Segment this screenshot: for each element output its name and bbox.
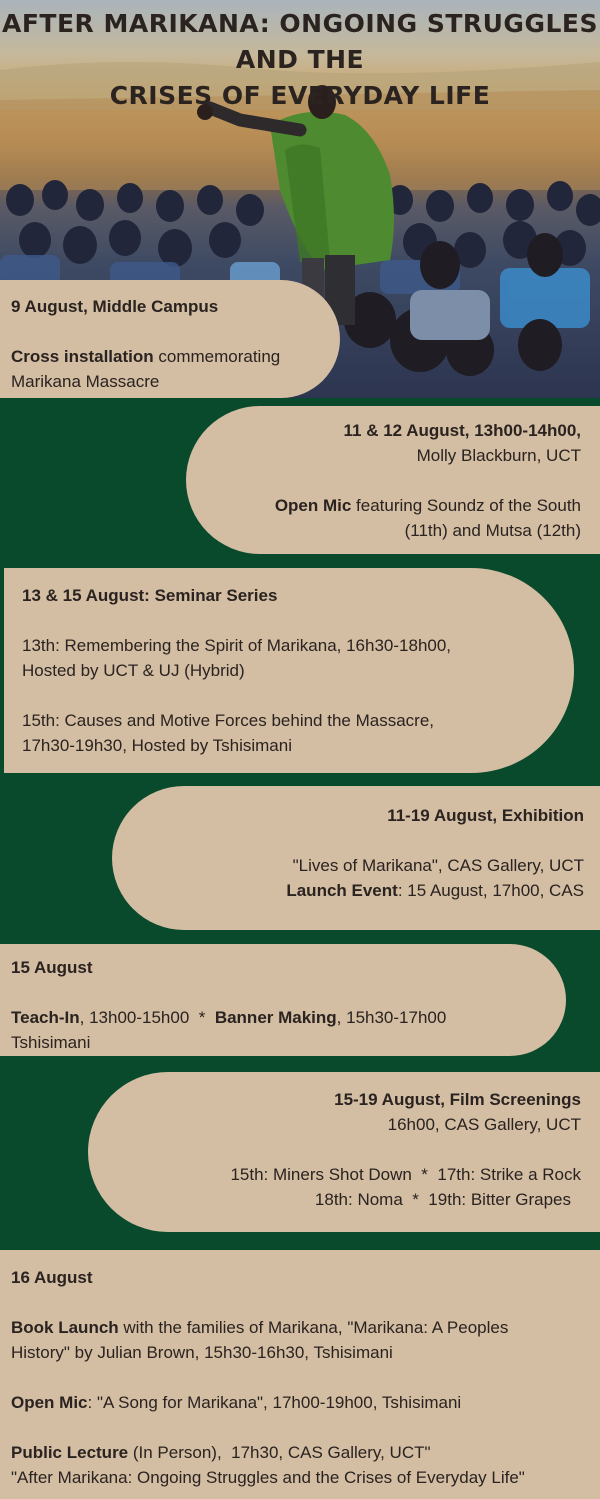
event-heading: 9 August, Middle Campus — [11, 297, 219, 316]
event-heading: 11-19 August, Exhibition — [387, 806, 584, 825]
event-heading: 16 August — [11, 1268, 93, 1287]
event-venue: 16h00, CAS Gallery, UCT — [387, 1115, 581, 1134]
event-card-film-screenings — [88, 1072, 600, 1232]
event-heading: 15 August — [11, 958, 93, 977]
exhibition-title: "Lives of Marikana", CAS Gallery, UCT — [292, 856, 584, 875]
seminar-15th-line: 15th: Causes and Motive Forces behind the Massacre, — [22, 711, 434, 730]
event-card-exhibition — [112, 786, 600, 930]
event-description: Teach-In, 13h00-15h00 * Banner Making, 15h30-17h00 — [11, 1008, 447, 1027]
launch-event: Launch Event: 15 August, 17h00, CAS — [286, 881, 584, 900]
seminar-13th-host: Hosted by UCT & UJ (Hybrid) — [22, 661, 245, 680]
public-lecture-line: Public Lecture (In Person), 17h30, CAS Gallery, UCT" — [11, 1443, 431, 1462]
film-list-line-1: 15th: Miners Shot Down * 17th: Strike a Rock — [230, 1165, 581, 1184]
event-card-cross-installation — [0, 280, 340, 398]
event-heading: 13 & 15 August: Seminar Series — [22, 586, 278, 605]
event-description-line: (11th) and Mutsa (12th) — [404, 521, 581, 540]
event-heading: 15-19 August, Film Screenings — [334, 1090, 581, 1109]
event-card-open-mic — [186, 406, 600, 554]
seminar-13th-line: 13th: Remembering the Spirit of Marikana, 16h30-18h00, — [22, 636, 452, 655]
event-card-book-launch — [0, 1250, 600, 1499]
seminar-15th-host: 17h30-19h30, Hosted by Tshisimani — [22, 736, 292, 755]
event-description: Cross installation commemorating — [11, 347, 281, 366]
book-launch-line-2: History" by Julian Brown, 15h30-16h30, Tshisimani — [11, 1343, 393, 1362]
event-venue: Molly Blackburn, UCT — [416, 446, 581, 465]
event-description-line: Marikana Massacre — [11, 372, 160, 391]
public-lecture-title: "After Marikana: Ongoing Struggles and the Crises of Everyday Life" — [11, 1468, 525, 1487]
poster-title: AFTER MARIKANA: ONGOING STRUGGLES AND THE CRISES OF EVERYDAY LIFE — [1, 9, 598, 110]
open-mic-line: Open Mic: "A Song for Marikana", 17h00-19h00, Tshisimani — [11, 1393, 462, 1412]
event-card-teach-in — [0, 944, 566, 1056]
film-list-line-2: 18th: Noma * 19th: Bitter Grapes — [314, 1190, 571, 1209]
book-launch-line: Book Launch with the families of Marikana, "Marikana: A Peoples — [11, 1318, 509, 1337]
event-venue: Tshisimani — [11, 1033, 91, 1052]
event-description: Open Mic featuring Soundz of the South — [274, 496, 581, 515]
event-card-seminar-series — [4, 568, 574, 773]
event-heading: 11 & 12 August, 13h00-14h00, — [343, 421, 581, 440]
